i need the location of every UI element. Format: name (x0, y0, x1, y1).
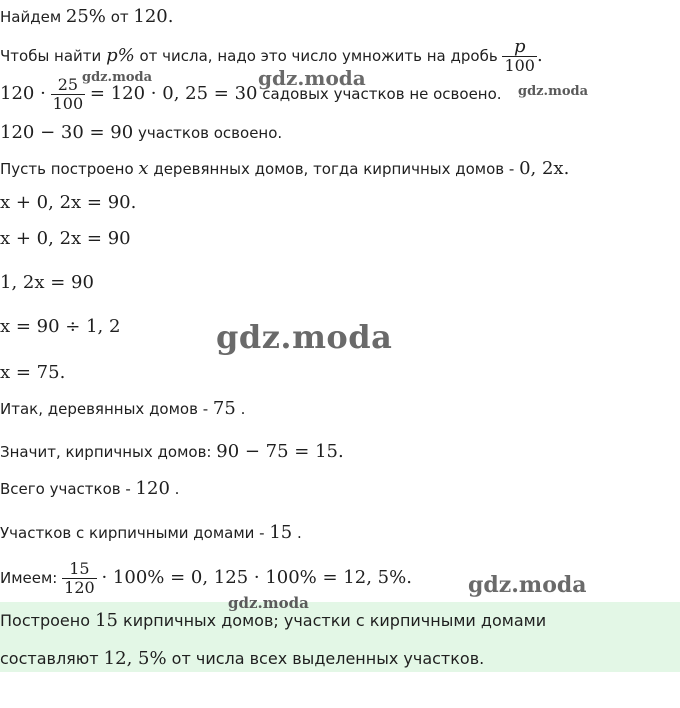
answer-line-2: составляют 12, 5% от числа всех выделенных участков. (0, 648, 485, 669)
line-5: Пусть построено x деревянных домов, тогда кирпичных домов - 0, 2x. (0, 158, 570, 179)
line-14: Участков с кирпичными домами - 15 . (0, 522, 302, 543)
fraction-25-100: $\frac{25}{100}$ (52, 75, 84, 113)
line-8: 1, 2x = 90 (0, 272, 94, 293)
line-10: x = 75. (0, 362, 66, 383)
line-6: x + 0, 2x = 90. (0, 192, 137, 213)
answer-box (0, 602, 680, 672)
watermark-1: gdz.moda (82, 70, 153, 85)
line-9: x = 90 ÷ 1, 2 (0, 316, 121, 337)
watermark-2: gdz.moda (258, 66, 366, 90)
line-15: Имеем: $\frac{15}{120}$ · 100% = 0, 125 · 100% = 12, 5%. (0, 559, 412, 597)
watermark-5: gdz.moda (468, 572, 587, 598)
line-4: 120 − 30 = 90 участков освоено. (0, 122, 283, 143)
watermark-6: gdz.moda (228, 594, 309, 612)
fraction-p-100: $\frac{p}{100}$ (504, 36, 535, 75)
line-13: Всего участков - 120 . (0, 478, 180, 499)
line-12: Значит, кирпичных домов: 90 − 75 = 15. (0, 441, 344, 462)
fraction-15-120: $\frac{15}{120}$ (64, 559, 95, 597)
line-11: Итак, деревянных домов - 75 . (0, 398, 246, 419)
line-1: Найдем 25% от 120. (0, 6, 174, 27)
answer-line-1: Построено 15 кирпичных домов; участки с кирпичными домами (0, 610, 547, 631)
line-2: Чтобы найти p% от числа, надо это число умножить на дробь $\frac{p}{100}$ . (0, 36, 543, 75)
line-3: 120 · $\frac{25}{100}$ = 120 · 0, 25 = 30 садовых участков не освоено. (0, 75, 502, 113)
watermark-4: gdz.moda (216, 318, 393, 356)
watermark-3: gdz.moda (518, 84, 589, 99)
line-7: x + 0, 2x = 90 (0, 228, 131, 249)
